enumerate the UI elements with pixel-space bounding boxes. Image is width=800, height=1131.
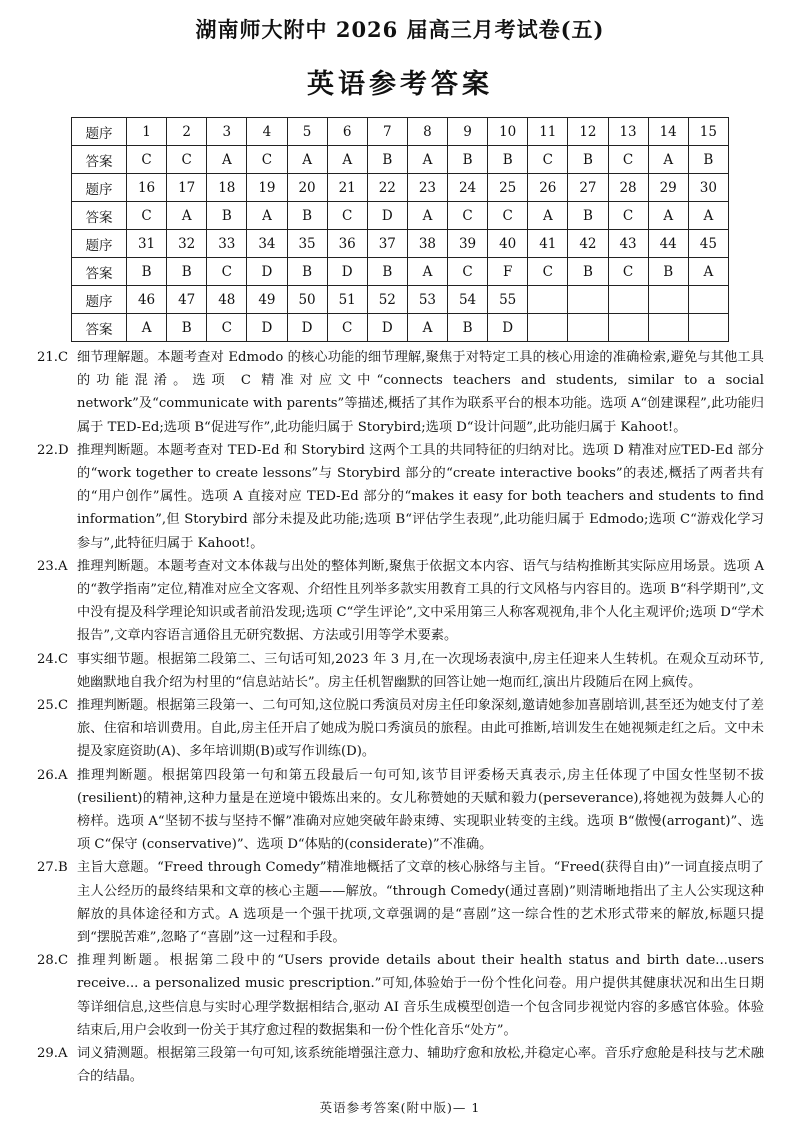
question-number-cell: 39	[448, 230, 488, 258]
row-label: 题序	[72, 230, 127, 258]
question-number-cell: 45	[688, 230, 728, 258]
row-label: 答案	[72, 202, 127, 230]
answer-cell: B	[127, 258, 167, 286]
explanation-item	[37, 648, 764, 694]
explanation-text: 推理判断题。根据第二段中的“Users provide details about their health status and birth date...users receive... a personalized music prescription.”可知,体验始于一份个性化问卷。用户提供其健康状况和出生日期等详细信息,这些信息与实时心理学数据相结合,驱动 AI 音乐生成模型创造一个包含同步视觉内容的多感官体验。体验结束后,用户会收到一份关于其疗愈过程的数据集和一份个性化音乐“处方”。	[77, 953, 764, 1038]
number-row	[72, 286, 729, 314]
answer-cell: A	[688, 202, 728, 230]
question-number-cell: 21	[327, 174, 367, 202]
answer-cell: B	[648, 258, 688, 286]
explanation-item	[37, 856, 764, 949]
answer-cell: C	[207, 314, 247, 342]
question-answer-label: 26.A	[37, 767, 68, 783]
question-number-cell: 3	[207, 118, 247, 146]
answer-cell: A	[207, 146, 247, 174]
question-number-cell: 48	[207, 286, 247, 314]
question-answer-label: 25.C	[37, 698, 69, 714]
answer-cell: B	[367, 258, 407, 286]
question-number-cell: 19	[247, 174, 287, 202]
question-number-cell: 55	[488, 286, 528, 314]
answer-cell: B	[568, 258, 608, 286]
answer-cell	[528, 314, 568, 342]
explanation-item	[37, 694, 764, 764]
question-number-cell: 37	[367, 230, 407, 258]
question-number-cell: 33	[207, 230, 247, 258]
answer-cell: D	[327, 258, 367, 286]
answer-cell: A	[127, 314, 167, 342]
answer-cell: C	[448, 202, 488, 230]
explanation-text: 主旨大意题。“Freed through Comedy”精准地概括了文章的核心脉络与主旨。“Freed(获得自由)”一词直接点明了主人公经历的最终结果和文章的核心主题——解放。“through Comedy(通过喜剧)”则清晰地指出了主人公实现这种解放的具体途径和方式。A 选项是一个强干扰项,文章强调的是“喜剧”这一综合性的艺术形式带来的解放,标题只提到“摆脱苦难”,忽略了“喜剧”这一过程和手段。	[77, 860, 764, 946]
answer-cell: C	[327, 314, 367, 342]
question-answer-label: 22.D	[37, 442, 69, 458]
question-number-cell: 25	[488, 174, 528, 202]
question-number-cell: 7	[367, 118, 407, 146]
question-number-cell: 28	[608, 174, 648, 202]
number-row	[72, 230, 729, 258]
question-number-cell: 20	[287, 174, 327, 202]
answer-cell: B	[448, 146, 488, 174]
question-number-cell: 14	[648, 118, 688, 146]
explanation-text: 推理判断题。根据第四段第一句和第五段最后一句可知,该节目评委杨天真表示,房主任体现了中国女性坚韧不拔(resilient)的精神,这种力量是在逆境中锻炼出来的。女儿称赞她的天赋和毅力(perseverance),将她视为鼓舞人心的榜样。选项 A“坚韧不拔与坚持不懈”准确对应她突破年龄束缚、实现职业转变的主线。选项 B“傲慢(arrogant)”、选项 C“保守 (conservative)”、选项 D“体贴的(considerate)”不准确。	[77, 767, 764, 853]
answer-cell: B	[207, 202, 247, 230]
exam-title: 湖南师大附中 2026 届高三月考试卷(五)	[195, 17, 605, 42]
question-number-cell: 31	[127, 230, 167, 258]
question-number-cell	[648, 286, 688, 314]
answer-cell: A	[287, 146, 327, 174]
answer-row	[72, 202, 729, 230]
question-answer-label: 28.C	[37, 953, 69, 969]
answer-cell: B	[568, 202, 608, 230]
question-number-cell: 23	[407, 174, 447, 202]
answer-cell: A	[528, 202, 568, 230]
question-number-cell: 13	[608, 118, 648, 146]
answer-row	[72, 314, 729, 342]
explanation-text: 推理判断题。根据第三段第一、二句可知,这位脱口秀演员对房主任印象深刻,邀请她参加喜剧培训,甚至还为她支付了差旅、住宿和培训费用。自此,房主任开启了她成为脱口秀演员的旅程。由此可推断,培训发生在她视频走红之后。文中未提及家庭资助(A)、多年培训期(B)或写作训练(D)。	[77, 698, 764, 760]
answer-cell: C	[127, 202, 167, 230]
question-number-cell	[528, 286, 568, 314]
question-number-cell: 47	[167, 286, 207, 314]
answer-cell: A	[327, 146, 367, 174]
answer-cell: B	[287, 258, 327, 286]
question-number-cell: 27	[568, 174, 608, 202]
answer-cell: B	[167, 258, 207, 286]
explanation-item	[37, 1042, 764, 1088]
question-number-cell: 46	[127, 286, 167, 314]
answer-cell	[608, 314, 648, 342]
question-number-cell: 44	[648, 230, 688, 258]
question-answer-label: 27.B	[37, 860, 68, 876]
row-label: 答案	[72, 146, 127, 174]
row-label: 题序	[72, 118, 127, 146]
question-answer-label: 23.A	[37, 558, 68, 574]
explanation-item	[37, 555, 764, 648]
answer-cell: C	[127, 146, 167, 174]
answer-cell: A	[688, 258, 728, 286]
answer-cell: C	[608, 258, 648, 286]
question-number-cell: 2	[167, 118, 207, 146]
number-row	[72, 174, 729, 202]
answer-cell: C	[327, 202, 367, 230]
question-number-cell: 36	[327, 230, 367, 258]
question-number-cell: 29	[648, 174, 688, 202]
answer-cell: A	[407, 202, 447, 230]
answer-cell: D	[488, 314, 528, 342]
answer-row	[72, 146, 729, 174]
row-label: 答案	[72, 314, 127, 342]
question-number-cell: 6	[327, 118, 367, 146]
question-number-cell: 53	[407, 286, 447, 314]
explanation-item	[37, 346, 764, 439]
answer-cell: A	[407, 258, 447, 286]
answer-cell: A	[407, 314, 447, 342]
row-label: 答案	[72, 258, 127, 286]
explanation-text: 细节理解题。本题考查对 Edmodo 的核心功能的细节理解,聚焦于对特定工具的核心用途的准确检索,避免与其他工具的功能混淆。选项 C 精准对应文中“connects teachers and students, similar to a social network”及“communicate with parents”等描述,概括了其作为联系平台的根本功能。选项 A“创建课程”,此功能归属于 TED-Ed;选项 B“促进写作”,此功能归属于 Storybird;选项 D“设计问题”,此功能归属于 Kahoot!。	[77, 350, 764, 435]
answer-cell: D	[367, 314, 407, 342]
answer-cell	[568, 314, 608, 342]
question-number-cell: 30	[688, 174, 728, 202]
explanation-item	[37, 764, 764, 857]
question-answer-label: 29.A	[37, 1046, 68, 1062]
question-number-cell: 26	[528, 174, 568, 202]
question-answer-label: 21.C	[37, 350, 69, 365]
answer-cell: C	[167, 146, 207, 174]
explanation-text: 事实细节题。根据第二段第二、三句话可知,2023 年 3 月,在一次现场表演中,房主任迎来人生转机。在观众互动环节,她幽默地自我介绍为村里的“信息站站长”。房主任机智幽默的回答让她一炮而红,演出片段随后在网上疯传。	[77, 651, 764, 690]
answer-cell	[688, 314, 728, 342]
row-label: 题序	[72, 286, 127, 314]
question-number-cell: 24	[448, 174, 488, 202]
question-number-cell: 43	[608, 230, 648, 258]
page-footer: 英语参考答案(附中版)— 1	[319, 1100, 481, 1115]
answer-cell: C	[207, 258, 247, 286]
explanation-text: 推理判断题。本题考查对 TED-Ed 和 Storybird 这两个工具的共同特征的归纳对比。选项 D 精准对应TED-Ed 部分的“work together to create lessons”与 Storybird 部分的“create interactive books”的表述,概括了两者共有的“用户创作”属性。选项 A 直接对应 TED-Ed 部分的“makes it easy for both teachers and students to find information”,但 Storybird 部分未提及此功能;选项 B“评估学生表现”,此功能归属于 Edmodo;选项 C“游戏化学习参与”,此特征归属于 Kahoot!。	[77, 442, 764, 551]
question-number-cell: 8	[407, 118, 447, 146]
answer-cell: A	[648, 146, 688, 174]
question-number-cell: 54	[448, 286, 488, 314]
answer-cell: C	[528, 146, 568, 174]
answer-cell: B	[367, 146, 407, 174]
answer-cell: A	[247, 202, 287, 230]
question-number-cell	[688, 286, 728, 314]
answer-cell: C	[608, 146, 648, 174]
answer-cell: A	[167, 202, 207, 230]
question-number-cell: 38	[407, 230, 447, 258]
question-number-cell: 18	[207, 174, 247, 202]
question-number-cell: 49	[247, 286, 287, 314]
question-number-cell: 35	[287, 230, 327, 258]
row-label: 题序	[72, 174, 127, 202]
answer-cell: D	[287, 314, 327, 342]
explanation-item	[37, 949, 764, 1042]
answer-cell: A	[407, 146, 447, 174]
question-number-cell: 11	[528, 118, 568, 146]
answer-cell: B	[167, 314, 207, 342]
question-number-cell: 16	[127, 174, 167, 202]
question-number-cell: 34	[247, 230, 287, 258]
question-number-cell: 42	[568, 230, 608, 258]
question-number-cell	[568, 286, 608, 314]
question-number-cell: 41	[528, 230, 568, 258]
explanation-item	[37, 439, 764, 555]
question-number-cell: 32	[167, 230, 207, 258]
answer-cell: C	[608, 202, 648, 230]
question-number-cell: 50	[287, 286, 327, 314]
answer-cell: D	[247, 258, 287, 286]
answer-cell	[648, 314, 688, 342]
answer-cell: D	[247, 314, 287, 342]
answer-cell: B	[448, 314, 488, 342]
document-title: 英语参考答案	[307, 69, 493, 100]
question-number-cell: 52	[367, 286, 407, 314]
answer-cell: B	[688, 146, 728, 174]
answer-cell: C	[528, 258, 568, 286]
answer-cell: F	[488, 258, 528, 286]
explanation-text: 词义猜测题。根据第三段第一句可知,该系统能增强注意力、辅助疗愈和放松,并稳定心率。音乐疗愈舱是科技与艺术融合的结晶。	[77, 1046, 764, 1085]
answer-cell: C	[247, 146, 287, 174]
question-number-cell: 40	[488, 230, 528, 258]
answer-table	[71, 117, 729, 342]
question-number-cell: 4	[247, 118, 287, 146]
answer-cell: C	[448, 258, 488, 286]
question-number-cell: 17	[167, 174, 207, 202]
question-number-cell: 22	[367, 174, 407, 202]
answer-cell: B	[568, 146, 608, 174]
explanations-section	[37, 346, 764, 1089]
explanation-text: 推理判断题。本题考查对文本体裁与出处的整体判断,聚焦于依据文本内容、语气与结构推断其实际应用场景。选项 A 的“教学指南”定位,精准对应全文客观、介绍性且列举多款实用教育工具的行文风格与内容目的。选项 B“科学期刊”,文中没有提及科学理论知识或者前沿发现;选项 C“学生评论”,文中采用第三人称客观视角,非个人化主观评价;选项 D“学术报告”,文章内容语言通俗且无研究数据、方法或引用等学术要素。	[77, 558, 764, 644]
question-number-cell: 12	[568, 118, 608, 146]
answer-cell: D	[367, 202, 407, 230]
answer-row	[72, 258, 729, 286]
answer-cell: A	[648, 202, 688, 230]
question-number-cell: 9	[448, 118, 488, 146]
question-number-cell: 51	[327, 286, 367, 314]
answer-cell: C	[488, 202, 528, 230]
answer-cell: B	[287, 202, 327, 230]
question-number-cell: 15	[688, 118, 728, 146]
question-answer-label: 24.C	[37, 651, 69, 667]
question-number-cell	[608, 286, 648, 314]
question-number-cell: 1	[127, 118, 167, 146]
number-row	[72, 118, 729, 146]
question-number-cell: 10	[488, 118, 528, 146]
question-number-cell: 5	[287, 118, 327, 146]
answer-cell: B	[488, 146, 528, 174]
